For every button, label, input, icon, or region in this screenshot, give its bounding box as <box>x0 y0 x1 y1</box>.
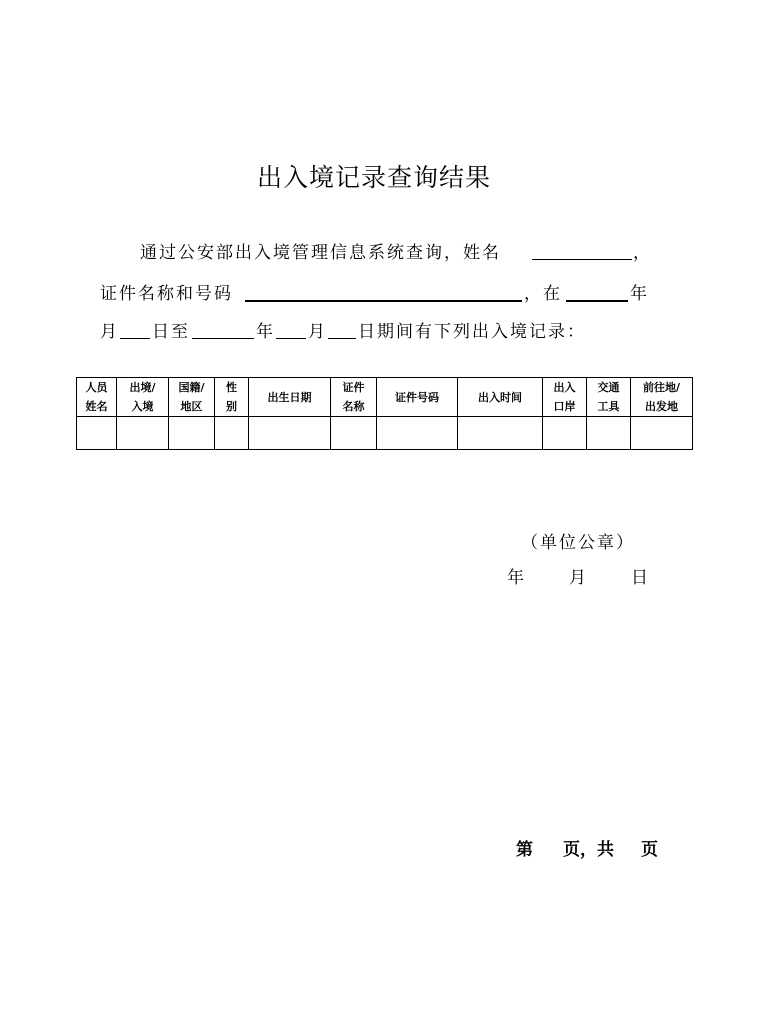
table-cell[interactable] <box>458 417 543 450</box>
table-cell[interactable] <box>249 417 331 450</box>
end-month-label: 月 <box>308 322 327 342</box>
records-intro-tail: 日期间有下列出入境记录： <box>358 322 586 342</box>
end-year-blank[interactable] <box>192 338 254 339</box>
header-person-name: 人员 姓名 <box>77 378 117 417</box>
start-month-blank[interactable] <box>120 338 150 339</box>
name-blank[interactable] <box>532 259 632 260</box>
sign-year-label: 年 <box>507 568 524 588</box>
sign-day-label: 日 <box>631 568 648 588</box>
table-cell[interactable] <box>77 417 117 450</box>
table-cell[interactable] <box>117 417 169 450</box>
table-cell[interactable] <box>215 417 249 450</box>
intro-at-text: ，在 <box>524 284 562 304</box>
start-day-to-label: 日至 <box>152 322 190 342</box>
id-type-number-label: 证件名称和号码 <box>100 284 233 304</box>
page-total-suffix: 页 <box>641 840 658 860</box>
page-prefix: 第 <box>516 840 533 860</box>
table-cell[interactable] <box>631 417 693 450</box>
end-day-blank[interactable] <box>328 338 356 339</box>
table-row <box>77 417 693 450</box>
document-title: 出入境记录查询结果 <box>256 163 491 192</box>
table-cell[interactable] <box>377 417 458 450</box>
start-year-blank[interactable] <box>566 300 628 302</box>
header-destination-origin: 前往地/ 出发地 <box>631 378 693 417</box>
start-month-label: 月 <box>100 322 119 342</box>
end-year-label: 年 <box>256 322 275 342</box>
header-crossing-time: 出入时间 <box>458 378 543 417</box>
id-number-blank[interactable] <box>245 300 522 302</box>
sign-month-label: 月 <box>569 568 586 588</box>
header-exit-entry: 出境/ 入境 <box>117 378 169 417</box>
table-cell[interactable] <box>587 417 631 450</box>
table-cell[interactable] <box>543 417 587 450</box>
start-year-label: 年 <box>630 284 649 304</box>
header-port: 出入 口岸 <box>543 378 587 417</box>
header-document-number: 证件号码 <box>377 378 458 417</box>
header-transport: 交通 工具 <box>587 378 631 417</box>
entry-exit-records-table <box>76 377 693 450</box>
intro-comma: ， <box>633 243 652 263</box>
intro-query-text: 通过公安部出入境管理信息系统查询，姓名 <box>140 243 501 263</box>
page-total-text: 页，共 <box>563 840 614 860</box>
unit-seal-label: （单位公章） <box>521 533 635 553</box>
header-nationality-region: 国籍/ 地区 <box>169 378 215 417</box>
end-month-blank[interactable] <box>276 338 306 339</box>
table-cell[interactable] <box>331 417 377 450</box>
header-gender: 性 别 <box>215 378 249 417</box>
header-birth-date: 出生日期 <box>249 378 331 417</box>
table-header-row <box>77 378 693 417</box>
header-document-name: 证件 名称 <box>331 378 377 417</box>
table-cell[interactable] <box>169 417 215 450</box>
